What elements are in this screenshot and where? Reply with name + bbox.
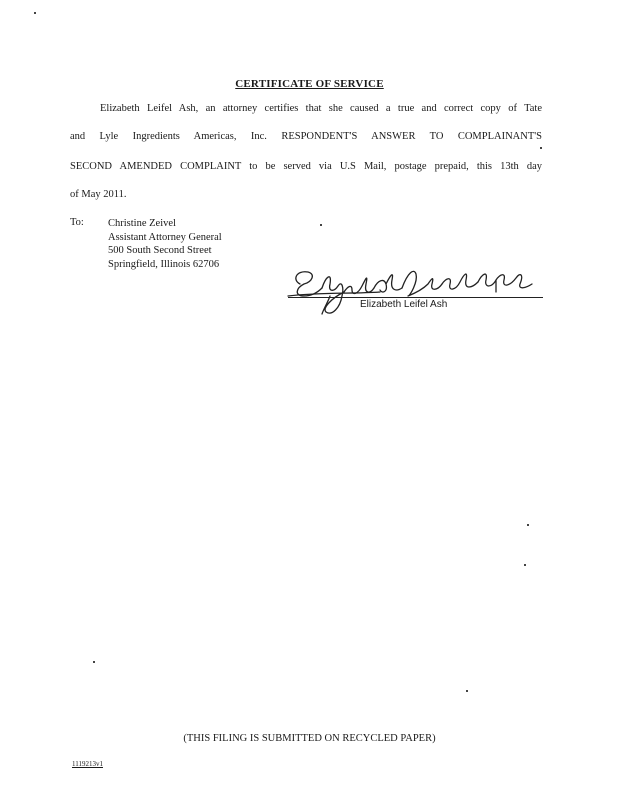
handwritten-signature [282,262,552,322]
certificate-title: CERTIFICATE OF SERVICE [235,78,384,90]
body-line-4: of May 2011. [70,189,127,200]
recipient-city: Springfield, Illinois 62706 [108,258,220,270]
body-line-1: Elizabeth Leifel Ash, an attorney certifies that she caused a true and correct copy of Tate [100,103,542,114]
scan-speck [93,661,95,663]
scan-speck [34,12,36,14]
document-id: 1119213v1 [72,760,103,768]
signer-printed-name: Elizabeth Leifel Ash [360,299,448,310]
signature-line [288,297,543,298]
scan-speck [540,147,542,149]
recipient-address [108,217,222,271]
scan-speck [466,690,468,692]
recycled-paper-footer: (THIS FILING IS SUBMITTED ON RECYCLED PAPER) [183,733,436,744]
body-line-2: and Lyle Ingredients Americas, Inc. RESPONDENT'S ANSWER TO COMPLAINANT'S [70,131,542,142]
body-line-3: SECOND AMENDED COMPLAINT to be served via U.S Mail, postage prepaid, this 13th day [70,161,542,172]
to-label: To: [70,217,84,228]
recipient-street: 500 South Second Street [108,245,212,256]
recipient-title: Assistant Attorney General [108,231,222,243]
scan-speck [524,564,526,566]
scan-speck [320,224,322,226]
recipient-name: Christine Zeivel [108,218,176,229]
scan-speck [527,524,529,526]
